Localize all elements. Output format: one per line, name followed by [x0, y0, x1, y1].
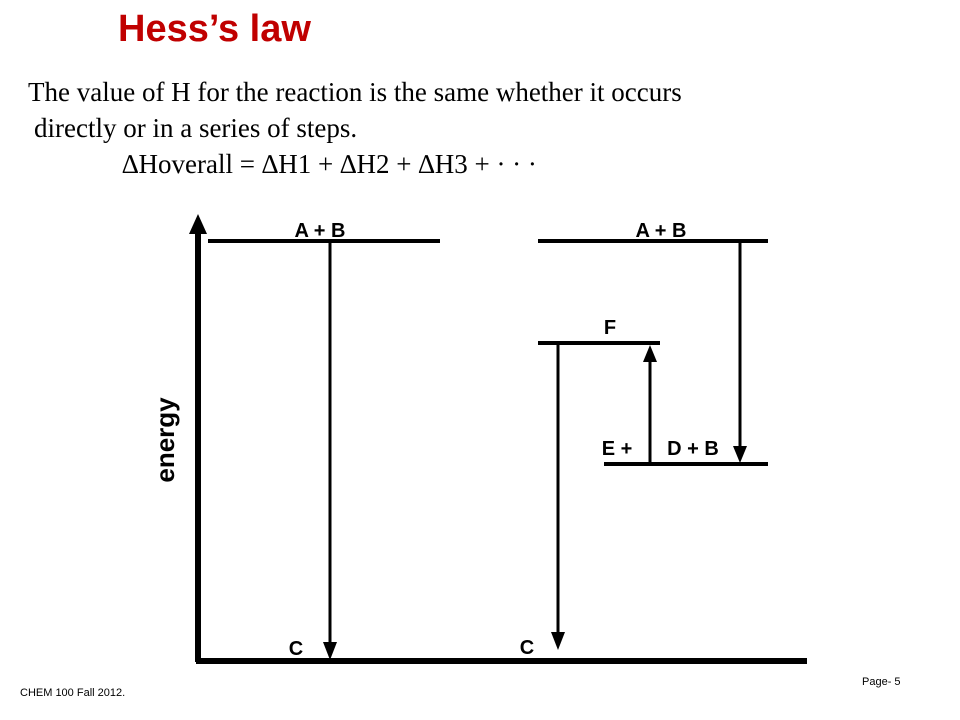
hess-equation: ∆Hoverall = ∆H1 + ∆H2 + ∆H3 + · · ·: [122, 149, 537, 179]
right-f-label: F: [603, 317, 617, 339]
left-direct-arrow: [323, 243, 337, 660]
course-footer: CHEM 100 Fall 2012.: [20, 687, 126, 699]
left-c-label: C: [288, 638, 304, 660]
right-c-label: C: [519, 637, 535, 659]
energy-axis-label: energy: [150, 397, 180, 483]
page-number: Page- 5: [862, 676, 901, 688]
ab-to-db-arrow: [733, 243, 747, 463]
right-db-label: D + B: [667, 438, 719, 460]
body-line-1: The value of H for the reaction is the same whether it occurs: [28, 77, 682, 107]
right-ab-label: A + B: [635, 220, 687, 242]
f-to-c-arrow: [551, 345, 565, 650]
left-ab-label: A + B: [294, 220, 346, 242]
slide-title: Hess’s law: [118, 8, 311, 50]
e-to-f-arrow: [643, 345, 657, 462]
right-e-label: E +: [601, 438, 633, 460]
body-line-2: directly or in a series of steps.: [34, 113, 358, 143]
